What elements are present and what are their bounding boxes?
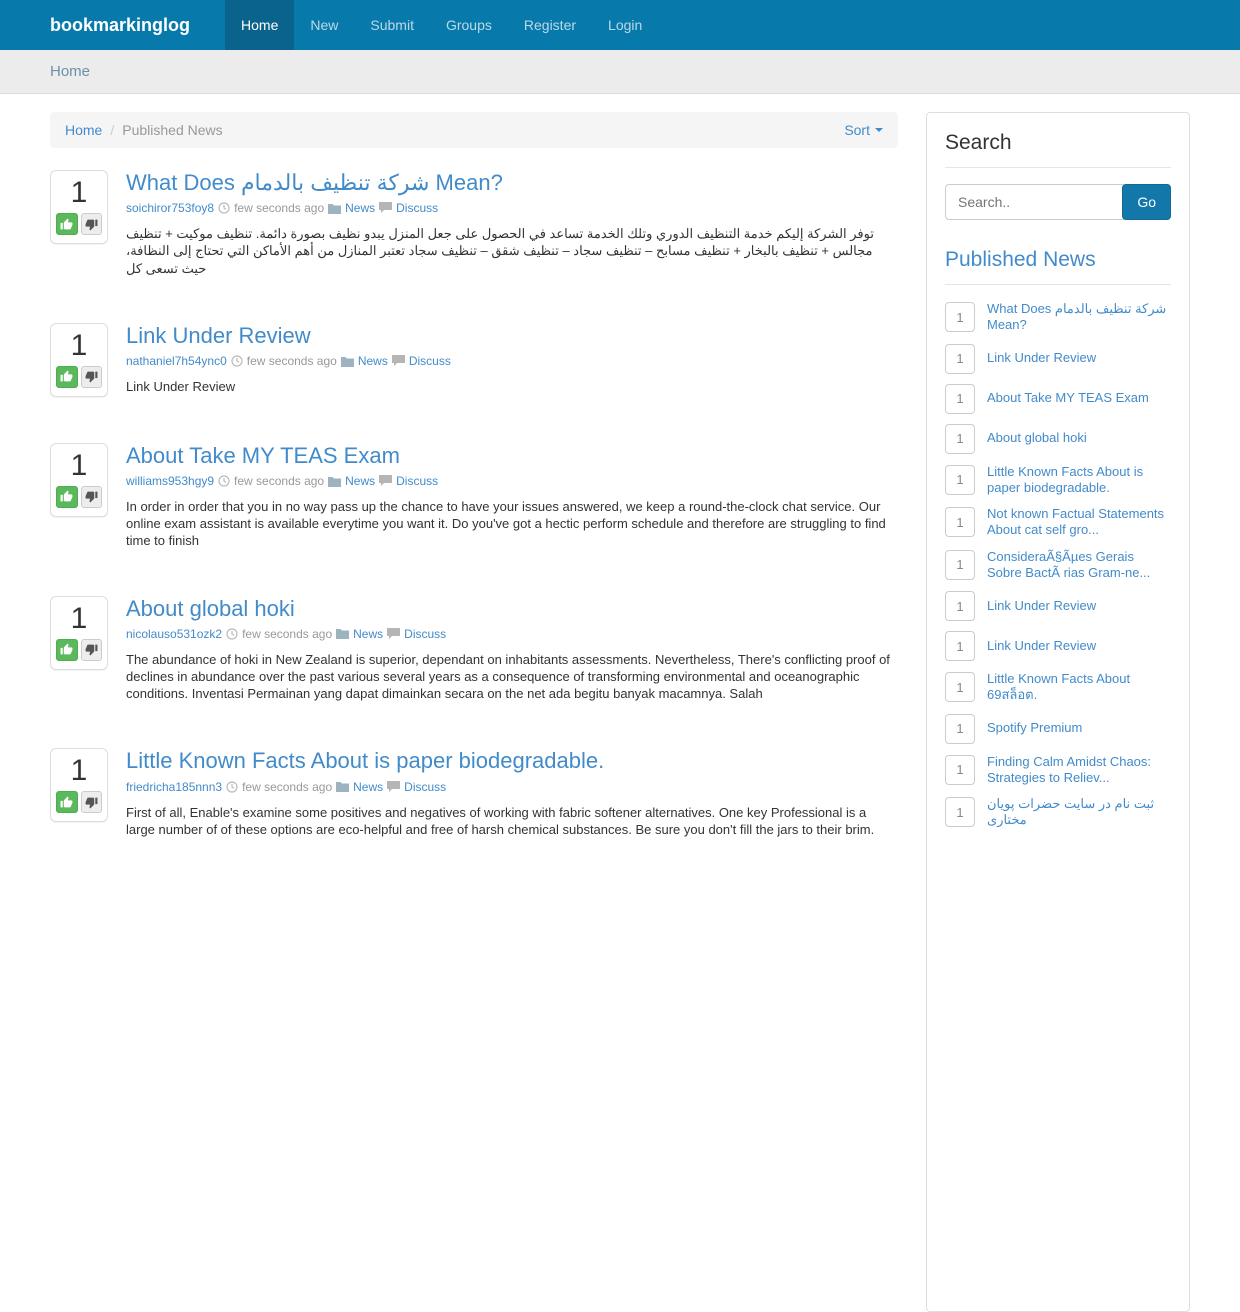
news-item: [50, 748, 898, 838]
category-link[interactable]: News: [345, 474, 376, 489]
vote-badge: 1: [945, 302, 975, 332]
nav-item-login[interactable]: Login: [608, 17, 643, 33]
category-link[interactable]: News: [357, 354, 388, 369]
vote-box: [50, 748, 108, 822]
news-item: [50, 596, 898, 703]
vote-badge: 1: [945, 465, 975, 495]
discuss-link[interactable]: Discuss: [404, 626, 447, 641]
vote-badge: 1: [945, 672, 975, 702]
vote-badge: 1: [945, 631, 975, 661]
comment-icon: [379, 202, 392, 214]
vote-badge: 1: [945, 550, 975, 580]
vote-badge: 1: [945, 384, 975, 414]
thumbs-up-icon: [60, 490, 73, 503]
nav-item-submit[interactable]: Submit: [370, 17, 414, 33]
breadcrumb: [50, 112, 898, 148]
author-link[interactable]: soichiror753foy8: [126, 201, 215, 216]
category-link[interactable]: News: [353, 779, 384, 794]
sidebar-news-link[interactable]: Not known Factual Statements About cat self gro...: [987, 506, 1165, 538]
timestamp: few seconds ago: [242, 626, 333, 641]
sort-label: Sort: [844, 122, 870, 138]
sidebar-news-link[interactable]: Spotify Premium: [987, 720, 1083, 736]
vote-badge: 1: [945, 714, 975, 744]
main-content: [50, 112, 898, 1312]
vote-count: 1: [70, 448, 88, 482]
sidebar-news-link[interactable]: ثبت نام در سایت حضرات پویان مختاری: [987, 796, 1155, 828]
sort-dropdown[interactable]: [844, 122, 883, 138]
vote-box: [50, 596, 108, 670]
sidebar-news-link[interactable]: Little Known Facts About 69สล็อต.: [987, 671, 1131, 703]
news-item: [50, 170, 898, 277]
thumbs-down-icon: [85, 490, 98, 503]
published-news-title: Published News: [945, 248, 1171, 285]
thumbs-down-button[interactable]: [81, 791, 103, 813]
comment-icon: [379, 475, 392, 487]
timestamp: few seconds ago: [246, 354, 337, 369]
sidebar-news-link[interactable]: About Take MY TEAS Exam: [987, 390, 1149, 406]
thumbs-down-icon: [85, 218, 98, 231]
breadcrumb-home-link[interactable]: Home: [65, 122, 103, 138]
thumbs-down-button[interactable]: [81, 213, 103, 235]
category-link[interactable]: News: [353, 626, 384, 641]
folder-icon: [328, 203, 341, 214]
list-item: [945, 301, 1171, 334]
brand-logo[interactable]: bookmarkinglog: [50, 14, 191, 35]
news-title-link[interactable]: What Does شركة تنظيف بالدمام Mean?: [126, 170, 503, 195]
clock-icon: [226, 781, 238, 793]
main-nav: [225, 0, 658, 50]
search-go-button[interactable]: Go: [1122, 184, 1171, 220]
discuss-link[interactable]: Discuss: [396, 201, 439, 216]
news-description: The abundance of hoki in New Zealand is superior, dependant on inhabitants assessments. Nevertheless, There's conflicting proof of declines in abundance over the past various several years as a consequence of transforming environmental and oceanographic conditions. Inventasi Permainan yang dapat dimainkan secara on the net ada begitu banyak macamnya. Salah: [126, 651, 890, 702]
vote-count: 1: [70, 176, 88, 209]
secondary-navbar: [0, 50, 1240, 94]
list-item: [945, 384, 1171, 414]
folder-icon: [341, 356, 354, 367]
list-item: [945, 631, 1171, 661]
thumbs-up-icon: [60, 370, 73, 383]
vote-badge: 1: [945, 797, 975, 827]
vote-box: [50, 170, 108, 244]
list-item: [945, 344, 1171, 374]
sidebar-news-link[interactable]: Finding Calm Amidst Chaos: Strategies to Reliev...: [987, 753, 1152, 785]
author-link[interactable]: williams953hgy9: [126, 474, 215, 489]
subnav-home-link[interactable]: Home: [50, 62, 91, 80]
list-item: [945, 591, 1171, 621]
sidebar-news-link[interactable]: Link Under Review: [987, 597, 1097, 613]
thumbs-up-button[interactable]: [56, 791, 78, 813]
vote-box: [50, 443, 108, 517]
news-item: [50, 323, 898, 397]
thumbs-up-button[interactable]: [56, 639, 78, 661]
news-description: In order in order that you in no way pass up the chance to have your issues answered, we keep a round-the-clock chat service. Our online exam assistant is available everytime you want it. Do you've got a hectic perform schedule and therefore are struggling to find time to finish: [126, 499, 886, 549]
sidebar-news-link[interactable]: ConsideraÃ§Ãµes Gerais Sobre BactÃ rias Gram-ne...: [987, 548, 1151, 580]
thumbs-down-button[interactable]: [81, 366, 103, 388]
thumbs-down-icon: [85, 796, 98, 809]
vote-count: 1: [70, 601, 88, 635]
vote-badge: 1: [945, 424, 975, 454]
list-item: [945, 464, 1171, 497]
chevron-down-icon: [875, 128, 883, 132]
timestamp: few seconds ago: [234, 474, 325, 489]
author-link[interactable]: friedricha185nnn3: [126, 779, 223, 794]
thumbs-up-icon: [60, 218, 73, 231]
thumbs-down-icon: [85, 370, 98, 383]
sidebar-news-link[interactable]: Link Under Review: [987, 350, 1097, 366]
sidebar-news-link[interactable]: What Does شركة تنظيف بالدمام Mean?: [987, 301, 1167, 333]
news-description: Link Under Review: [126, 379, 236, 395]
folder-icon: [336, 628, 349, 639]
news-item: [50, 443, 898, 550]
discuss-link[interactable]: Discuss: [396, 474, 439, 489]
news-title-link[interactable]: About Take MY TEAS Exam: [126, 442, 400, 468]
breadcrumb-current: Published News: [122, 122, 223, 138]
timestamp: few seconds ago: [242, 779, 333, 794]
vote-count: 1: [70, 754, 88, 788]
published-news-list: [945, 301, 1171, 829]
list-item: [945, 549, 1171, 582]
list-item: [945, 796, 1171, 829]
vote-badge: 1: [945, 344, 975, 374]
timestamp: few seconds ago: [234, 201, 325, 216]
news-description: First of all, Enable's examine some positives and negatives of working with fabric softener alternatives. One key Professional is a large number of of these options are eco-helpful and free of harsh chemical substances. Be sure you don't fill the jars to their brim.: [126, 804, 875, 837]
vote-box: [50, 323, 108, 397]
folder-icon: [328, 476, 341, 487]
thumbs-up-button[interactable]: [56, 213, 78, 235]
thumbs-up-icon: [60, 643, 73, 656]
clock-icon: [226, 628, 238, 640]
thumbs-down-button[interactable]: [81, 486, 103, 508]
clock-icon: [218, 202, 230, 214]
author-link[interactable]: nathaniel7h54ync0: [126, 354, 227, 369]
vote-badge: 1: [945, 591, 975, 621]
author-link[interactable]: nicolauso531ozk2: [126, 626, 223, 641]
search-title: Search: [945, 131, 1171, 168]
vote-count: 1: [70, 328, 88, 362]
news-description: توفر الشركة إليكم خدمة التنظيف الدوري وتلك الخدمة تساعد في الحصول على جعل المنزل يبدو نظيف بصورة دائمة. تنظيف موكيت + تنظيف مجالس + تنظيف بالبخار + تنظيف مسابح – تنظيف سجاد – تنظيف شقق – تنظيف سجاد تعتبر المنازل من أهم الأماكن التي تحتاج إلى النظافة، حيث تسعى كل: [126, 226, 874, 276]
sidebar: [926, 112, 1190, 1312]
comment-icon: [387, 628, 400, 640]
list-item: [945, 424, 1171, 454]
thumbs-up-button[interactable]: [56, 366, 78, 388]
category-link[interactable]: News: [345, 201, 376, 216]
sidebar-news-link[interactable]: About global hoki: [987, 430, 1087, 446]
sidebar-news-link[interactable]: Little Known Facts About is paper biodegradable.: [987, 463, 1144, 495]
discuss-link[interactable]: Discuss: [404, 779, 447, 794]
top-navbar: [0, 0, 1240, 50]
nav-item-register[interactable]: Register: [523, 17, 577, 33]
news-title-link[interactable]: Little Known Facts About is paper biodegradable.: [126, 748, 605, 774]
folder-icon: [336, 781, 349, 792]
list-item: [945, 714, 1171, 744]
thumbs-up-button[interactable]: [56, 486, 78, 508]
clock-icon: [231, 355, 243, 367]
search-input[interactable]: [945, 184, 1124, 220]
comment-icon: [387, 781, 400, 793]
list-item: [945, 506, 1171, 539]
list-item: [945, 671, 1171, 704]
list-item: [945, 754, 1171, 787]
nav-item-groups[interactable]: Groups: [445, 17, 492, 33]
thumbs-down-icon: [85, 643, 98, 656]
thumbs-up-icon: [60, 796, 73, 809]
vote-badge: 1: [945, 507, 975, 537]
comment-icon: [392, 355, 405, 367]
nav-item-new[interactable]: New: [310, 17, 339, 33]
clock-icon: [218, 475, 230, 487]
breadcrumb-separator: /: [110, 122, 115, 138]
vote-badge: 1: [945, 755, 975, 785]
sidebar-news-link[interactable]: Link Under Review: [987, 637, 1097, 653]
thumbs-down-button[interactable]: [81, 639, 103, 661]
nav-item-home[interactable]: Home: [225, 0, 294, 50]
discuss-link[interactable]: Discuss: [408, 354, 451, 369]
news-title-link[interactable]: Link Under Review: [126, 322, 311, 348]
news-title-link[interactable]: About global hoki: [126, 595, 295, 621]
